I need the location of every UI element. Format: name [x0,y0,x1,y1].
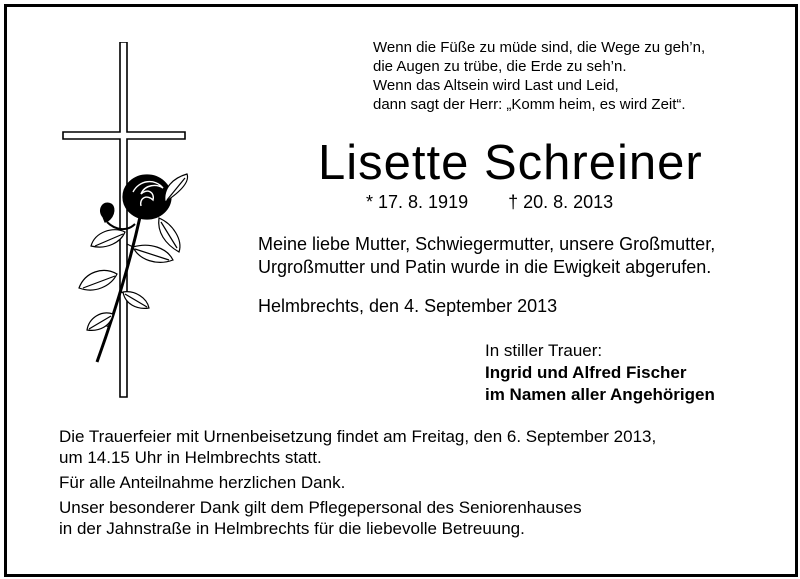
thanks-line: Für alle Anteilnahme herzlichen Dank. [59,473,346,492]
funeral-line: Die Trauerfeier mit Urnenbeisetzung findet am Freitag, den 6. September 2013, [59,427,657,446]
place-date: Helmbrechts, den 4. September 2013 [258,296,558,316]
birth-date: * 17. 8. 1919 [366,192,469,212]
poem-line: Wenn die Füße zu müde sind, die Wege zu geh’n, [373,39,706,56]
life-dates [366,190,613,214]
poem [373,38,705,114]
mourners-relatives: im Namen aller Angehörigen [485,385,715,404]
cross-with-rose-icon [55,42,195,402]
deceased-name: Lisette Schreiner [318,136,703,190]
funeral-info [59,426,656,539]
rose-icon [79,174,188,362]
message-line: Meine liebe Mutter, Schwiegermutter, unsere Großmutter, [258,234,716,254]
special-thanks-line: in der Jahnstraße in Helmbrechts für die liebevolle Betreuung. [59,519,525,538]
poem-line: die Augen zu trübe, die Erde zu seh’n. [373,58,627,75]
poem-line: Wenn das Altsein wird Last und Leid, [373,77,619,94]
special-thanks-line: Unser besonderer Dank gilt dem Pflegepersonal des Seniorenhauses [59,498,582,517]
funeral-line: um 14.15 Uhr in Helmbrechts statt. [59,448,322,467]
message-line: Urgroßmutter und Patin wurde in die Ewigkeit abgerufen. [258,257,712,277]
mourners-intro: In stiller Trauer: [485,341,603,360]
death-message [258,233,715,279]
poem-line: dann sagt der Herr: „Komm heim, es wird Zeit“. [373,96,686,113]
mourners [485,340,715,406]
cross-icon [63,42,185,397]
death-date: † 20. 8. 2013 [508,192,614,212]
mourners-names: Ingrid und Alfred Fischer [485,363,687,382]
